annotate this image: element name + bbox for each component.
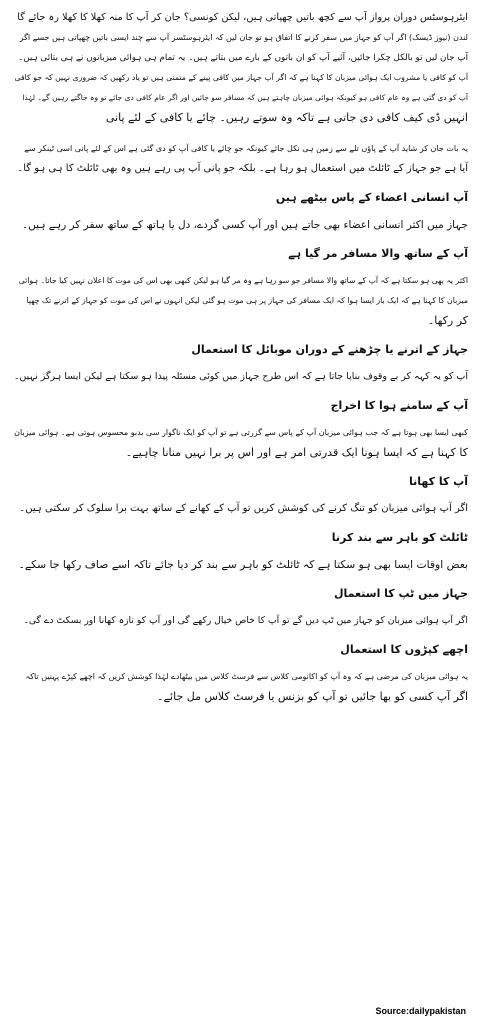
- paragraph-line: آپ کو یہ کہہ کر بے وقوف بنایا جاتا ہے کہ اس طرح جہاز میں کوئی مسئلہ پیدا ہو سکتا ہے لیکن ایسا ہرگز نہیں۔: [13, 371, 468, 382]
- section-body: [14, 423, 468, 463]
- paragraph-line: اگر آپ کسی کو بھا جائیں تو آپ کو بزنس یا فرسٹ کلاس مل جائے۔: [157, 690, 468, 703]
- section-heading: آپ کا کھانا: [408, 475, 468, 488]
- paragraph-line: آیا ہے جو جہاز کے ٹائلٹ میں استعمال ہو رہا ہے۔ بلکہ جو پانی آپ پی رہے ہیں وہ بھی ٹائلٹ کا ہی ہو گا۔: [17, 163, 468, 174]
- section-heading: آپ کے ساتھ والا مسافر مر گیا ہے: [288, 247, 468, 260]
- paragraph-line: کا کہنا ہے کہ ایسا ہونا ایک قدرتی امر ہے اور اس پر برا نہیں منانا چاہیے۔: [125, 446, 468, 459]
- paragraph-line: لندن (نیوز ڈیسک) اگر آپ کو جہاز میں سفر کرنے کا اتفاق ہو تو جان لیں کہ ایئرہوسٹسز آپ سے چند ایسی باتیں چھپاتی ہیں جسے اگر: [19, 33, 468, 42]
- section-heading: آپ کے سامنے ہوا کا اخراج: [330, 399, 468, 412]
- section-body: [14, 499, 468, 519]
- source-credit: Source:dailypakistan: [375, 1006, 466, 1016]
- section-heading: جہاز میں ٹپ کا استعمال: [334, 587, 468, 600]
- paragraph-line: آپ کو دی گئی ہے وہ عام کافی ہو کیونکہ ہوائی میزبان چاہتے ہیں کہ مسافر سو جائیں اور اگر عام کافی دی جائے تو وہ جاگتے رہیں گے۔ لہٰذا: [22, 93, 468, 102]
- section-body: [14, 611, 468, 631]
- paragraph-line: اکثر یہ بھی ہو سکتا ہے کہ آپ کے ساتھ والا مسافر جو سو رہا ہے وہ مر گیا ہو لیکن کبھی بھی اس کی موت کا اعلان نہیں کیا جاتا۔ ہوائی: [18, 276, 468, 285]
- section-body: [14, 555, 468, 575]
- article-headline: ایئرہوسٹس دوران پرواز آپ سے کچھ باتیں چھپاتی ہیں، لیکن کونسی؟ جان کر آپ کا منہ کھلا کا کھلا رہ جائے گا: [17, 12, 468, 23]
- paragraph-line: کبھی ایسا بھی ہوتا ہے کہ جب ہوائی میزبان آپ کے پاس سے گزرتی ہے تو آپ کو ایک ناگوار سی بدبو محسوس ہوتی ہے۔ ہوائی میزبان: [14, 428, 468, 437]
- paragraph-line: میزبان کا کہنا ہے کہ ایک بار ایسا ہوا کہ ایک مسافر کی جہاز پر ہی موت ہو گئی لیکن انہوں نے اس کی موت کو جہاز کے اترنے تک چھپا: [26, 296, 468, 305]
- section-heading: جہاز کے اترنے یا چڑھنے کے دوران موبائل کا استعمال: [191, 343, 468, 356]
- intro-paragraph: [14, 8, 468, 128]
- section-body: [14, 667, 468, 707]
- section-body: [14, 271, 468, 331]
- paragraph-line: آپ کو کافی یا مشروب ایک ہوائی میزبان کا کہنا ہے کہ اگر آپ جہاز میں کافی پینے کے متمنی ہیں تو یاد رکھیں کہ ضروری نہیں کہ جو کافی: [14, 73, 468, 82]
- paragraph-line: انہیں ڈی کیف کافی دی جاتی ہے تاکہ وہ سوتے رہیں۔ چائے یا کافی کے لئے پانی: [105, 111, 468, 124]
- article: [14, 8, 468, 998]
- section-heading: ٹائلٹ کو باہر سے بند کرنا: [331, 531, 468, 544]
- paragraph-line: اگر آپ ہوائی میزبان کو جہاز میں ٹپ دیں گے تو آپ کا خاص خیال رکھے گی اور آپ کو تازہ کھانا اور بسکٹ دے گی۔: [23, 615, 468, 626]
- paragraph-line: یہ بات جان کر شاید آپ کے پاؤں تلے سے زمین ہی نکل جائے کیونکہ جو چائے یا کافی آپ کو دی گئی ہے اس کے لئے پانی اسی ٹینکر سے: [24, 144, 468, 153]
- paragraph-line: اگر آپ ہوائی میزبان کو تنگ کرنے کی کوشش کریں تو آپ کے کھانے کے ساتھ بہت برا سلوک کر سکتی ہیں۔: [19, 503, 468, 514]
- section-heading: اچھے کپڑوں کا استعمال: [340, 643, 468, 656]
- section-heading: آپ انسانی اعضاء کے پاس بیٹھے ہیں: [275, 191, 468, 204]
- paragraph-line: بعض اوقات ایسا بھی ہو سکتا ہے کہ ٹائلٹ کو باہر سے بند کر دیا جائے تاکہ اسے صاف رکھا جا سکے۔: [18, 558, 468, 571]
- paragraph-line: یہ ہوائی میزبان کی مرضی ہے کہ وہ آپ کو اکانومی کلاس سے فرسٹ کلاس میں بیٹھادے لہٰذا کوشش کریں کہ اچھے کپڑے پہنیں تاکہ: [25, 672, 468, 681]
- paragraph-line: جہاز میں اکثر انسانی اعضاء بھی جاتے ہیں اور آپ کسی گردے، دل یا ہاتھ کے ساتھ سفر کر رہے ہیں۔: [22, 219, 468, 231]
- section-body: [14, 139, 468, 179]
- section-body: [14, 215, 468, 235]
- paragraph-line: کر رکھا۔: [427, 314, 468, 327]
- paragraph-line: آپ جان لیں تو بالکل چکرا جائیں، آئیے آپ کو ان باتوں کے بارے میں بتاتے ہیں۔ یہ تمام ہی ہوائی میزبانوں نے ہی بتائی ہیں۔: [18, 53, 468, 63]
- section-body: [14, 367, 468, 387]
